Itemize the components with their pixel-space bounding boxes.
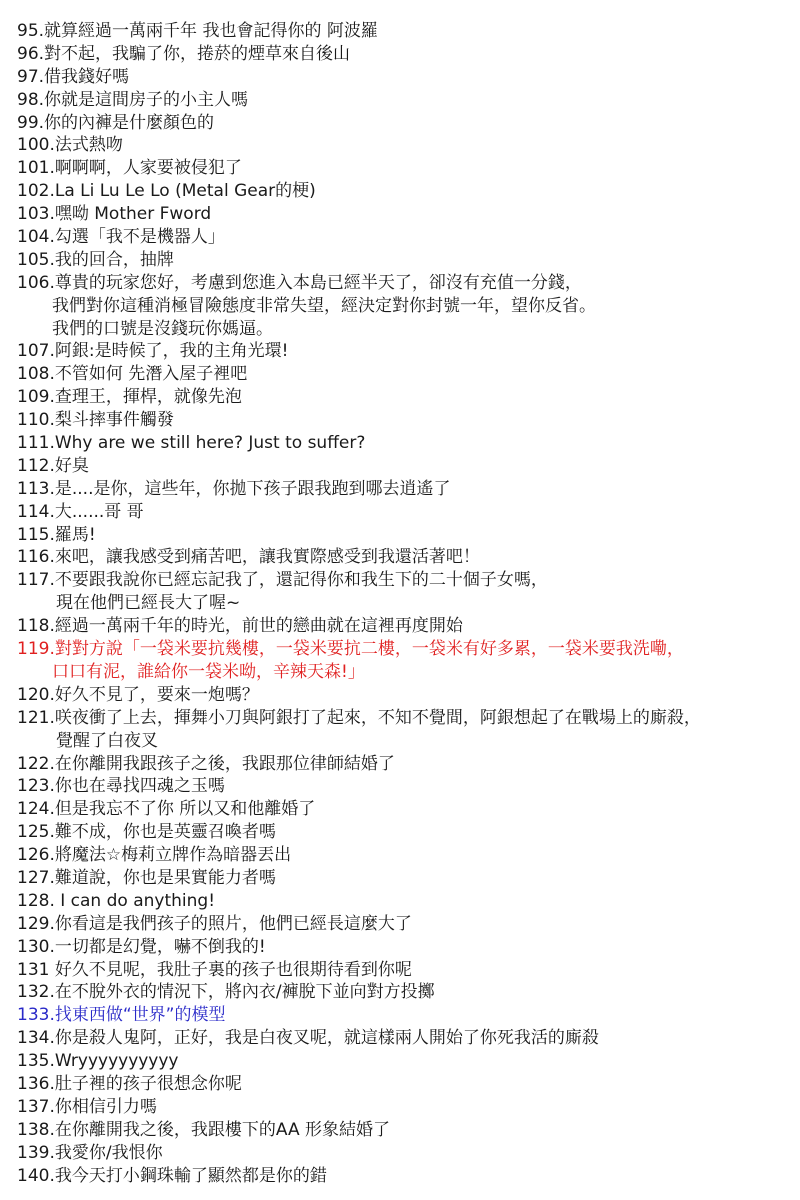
list-item: 96.對不起，我騙了你，捲菸的煙草來自後山 bbox=[17, 43, 351, 64]
list-item: 136.肚子裡的孩子很想念你呢 bbox=[17, 1073, 242, 1094]
list-item: 110.梨斗摔事件觸發 bbox=[17, 410, 174, 431]
list-item: 139.我愛你/我恨你 bbox=[17, 1142, 163, 1163]
list-item: 121.咲夜衝了上去，揮舞小刀與阿銀打了起來，不知不覺間，阿銀想起了在戰場上的廝殺， bbox=[17, 707, 701, 728]
list-item: 130.一切都是幻覺，嚇不倒我的! bbox=[17, 936, 266, 957]
list-item: 125.難不成，你也是英靈召喚者嗎 bbox=[17, 822, 276, 843]
list-item: 118.經過一萬兩千年的時光，前世的戀曲就在這裡再度開始 bbox=[17, 616, 463, 637]
list-item: 102.La Li Lu Le Lo (Metal Gear的梗) bbox=[17, 181, 316, 202]
list-item: 108.不管如何 先潛入屋子裡吧 bbox=[17, 364, 248, 385]
list-item: 99.你的內褲是什麼顏色的 bbox=[17, 112, 215, 133]
list-item: 106.尊貴的玩家您好，考慮到您進入本島已經半天了，卻沒有充值一分錢， bbox=[17, 272, 582, 293]
list-item: 123.你也在尋找四魂之玉嗎 bbox=[17, 776, 225, 797]
list-item-highlighted-blue: 133.找東西做“世界”的模型 bbox=[17, 1005, 226, 1026]
list-item: 132.在不脫外衣的情況下，將內衣/褲脫下並向對方投擲 bbox=[17, 982, 435, 1003]
list-item: 95.就算經過一萬兩千年 我也會記得你的 阿波羅 bbox=[17, 21, 378, 41]
list-item: 126.將魔法☆梅莉立牌作為暗器丟出 bbox=[17, 845, 292, 866]
list-item: 115.羅馬! bbox=[17, 524, 96, 545]
list-item: 135.Wryyyyyyyyyy bbox=[17, 1051, 179, 1072]
list-item: 117.不要跟我說你已經忘記我了，還記得你和我生下的二十個子女嗎， bbox=[17, 570, 548, 591]
list-item: 131 好久不見呢，我肚子裏的孩子也很期待看到你呢 bbox=[17, 959, 412, 980]
list-item: 122.在你離開我跟孩子之後，我跟那位律師結婚了 bbox=[17, 753, 395, 774]
list-item: 113.是....是你，這些年，你拋下孩子跟我跑到哪去逍遙了 bbox=[17, 478, 451, 499]
list-item-highlighted-red: 119.對對方說「一袋米要抗幾樓，一袋米要抗二樓，一袋米有好多累，一袋米要我洗嘞， bbox=[17, 639, 684, 660]
list-item-continuation: 現在他們已經長大了喔~ bbox=[56, 593, 241, 614]
list-item: 111.Why are we still here? Just to suffer? bbox=[17, 433, 366, 454]
list-item: 116.來吧，讓我感受到痛苦吧，讓我實際感受到我還活著吧！ bbox=[17, 547, 480, 568]
list-item: 140.我今天打小鋼珠輸了顯然都是你的錯 bbox=[17, 1165, 327, 1186]
list-item: 103.嘿呦 Mother Fword bbox=[17, 204, 212, 225]
list-item-continuation: 覺醒了白夜叉 bbox=[56, 730, 158, 751]
list-item: 129.你看這是我們孩子的照片，他們已經長這麼大了 bbox=[17, 913, 412, 934]
list-item: 100.法式熱吻 bbox=[17, 135, 123, 156]
list-item: 120.好久不見了，要來一炮嗎？ bbox=[17, 684, 259, 705]
list-item: 104.勾選「我不是機器人」 bbox=[17, 227, 225, 248]
list-item: 134.你是殺人鬼阿，正好，我是白夜叉呢，就這樣兩人開始了你死我活的廝殺 bbox=[17, 1028, 599, 1049]
list-item: 109.查理王，揮桿，就像先泡 bbox=[17, 387, 242, 408]
list-item: 124.但是我忘不了你 所以又和他離婚了 bbox=[17, 799, 316, 820]
numbered-list bbox=[17, 20, 792, 1187]
list-item-continuation: 我們對你這種消極冒險態度非常失望，經決定對你封號一年，望你反省。 bbox=[52, 295, 596, 316]
list-item: 114.大......哥 哥 bbox=[17, 501, 144, 522]
list-item: 138.在你離開我之後，我跟樓下的AA 形象結婚了 bbox=[17, 1119, 390, 1140]
list-item: 127.難道說，你也是果實能力者嗎 bbox=[17, 867, 276, 888]
list-item: 107.阿銀:是時候了，我的主角光環! bbox=[17, 341, 289, 362]
list-item: 101.啊啊啊，人家要被侵犯了 bbox=[17, 158, 242, 179]
list-item: 98.你就是這間房子的小主人嗎 bbox=[17, 89, 249, 110]
list-item: 105.我的回合，抽牌 bbox=[17, 249, 174, 270]
list-item: 128. I can do anything! bbox=[17, 890, 216, 911]
list-item: 137.你相信引力嗎 bbox=[17, 1096, 157, 1117]
list-item-continuation-red: 口口有泥，誰給你一袋米呦，辛辣天森!」 bbox=[52, 661, 365, 682]
list-item: 97.借我錢好嗎 bbox=[17, 66, 130, 87]
list-item: 112.好臭 bbox=[17, 455, 89, 476]
list-item-continuation: 我們的口號是沒錢玩你媽逼。 bbox=[52, 318, 273, 339]
